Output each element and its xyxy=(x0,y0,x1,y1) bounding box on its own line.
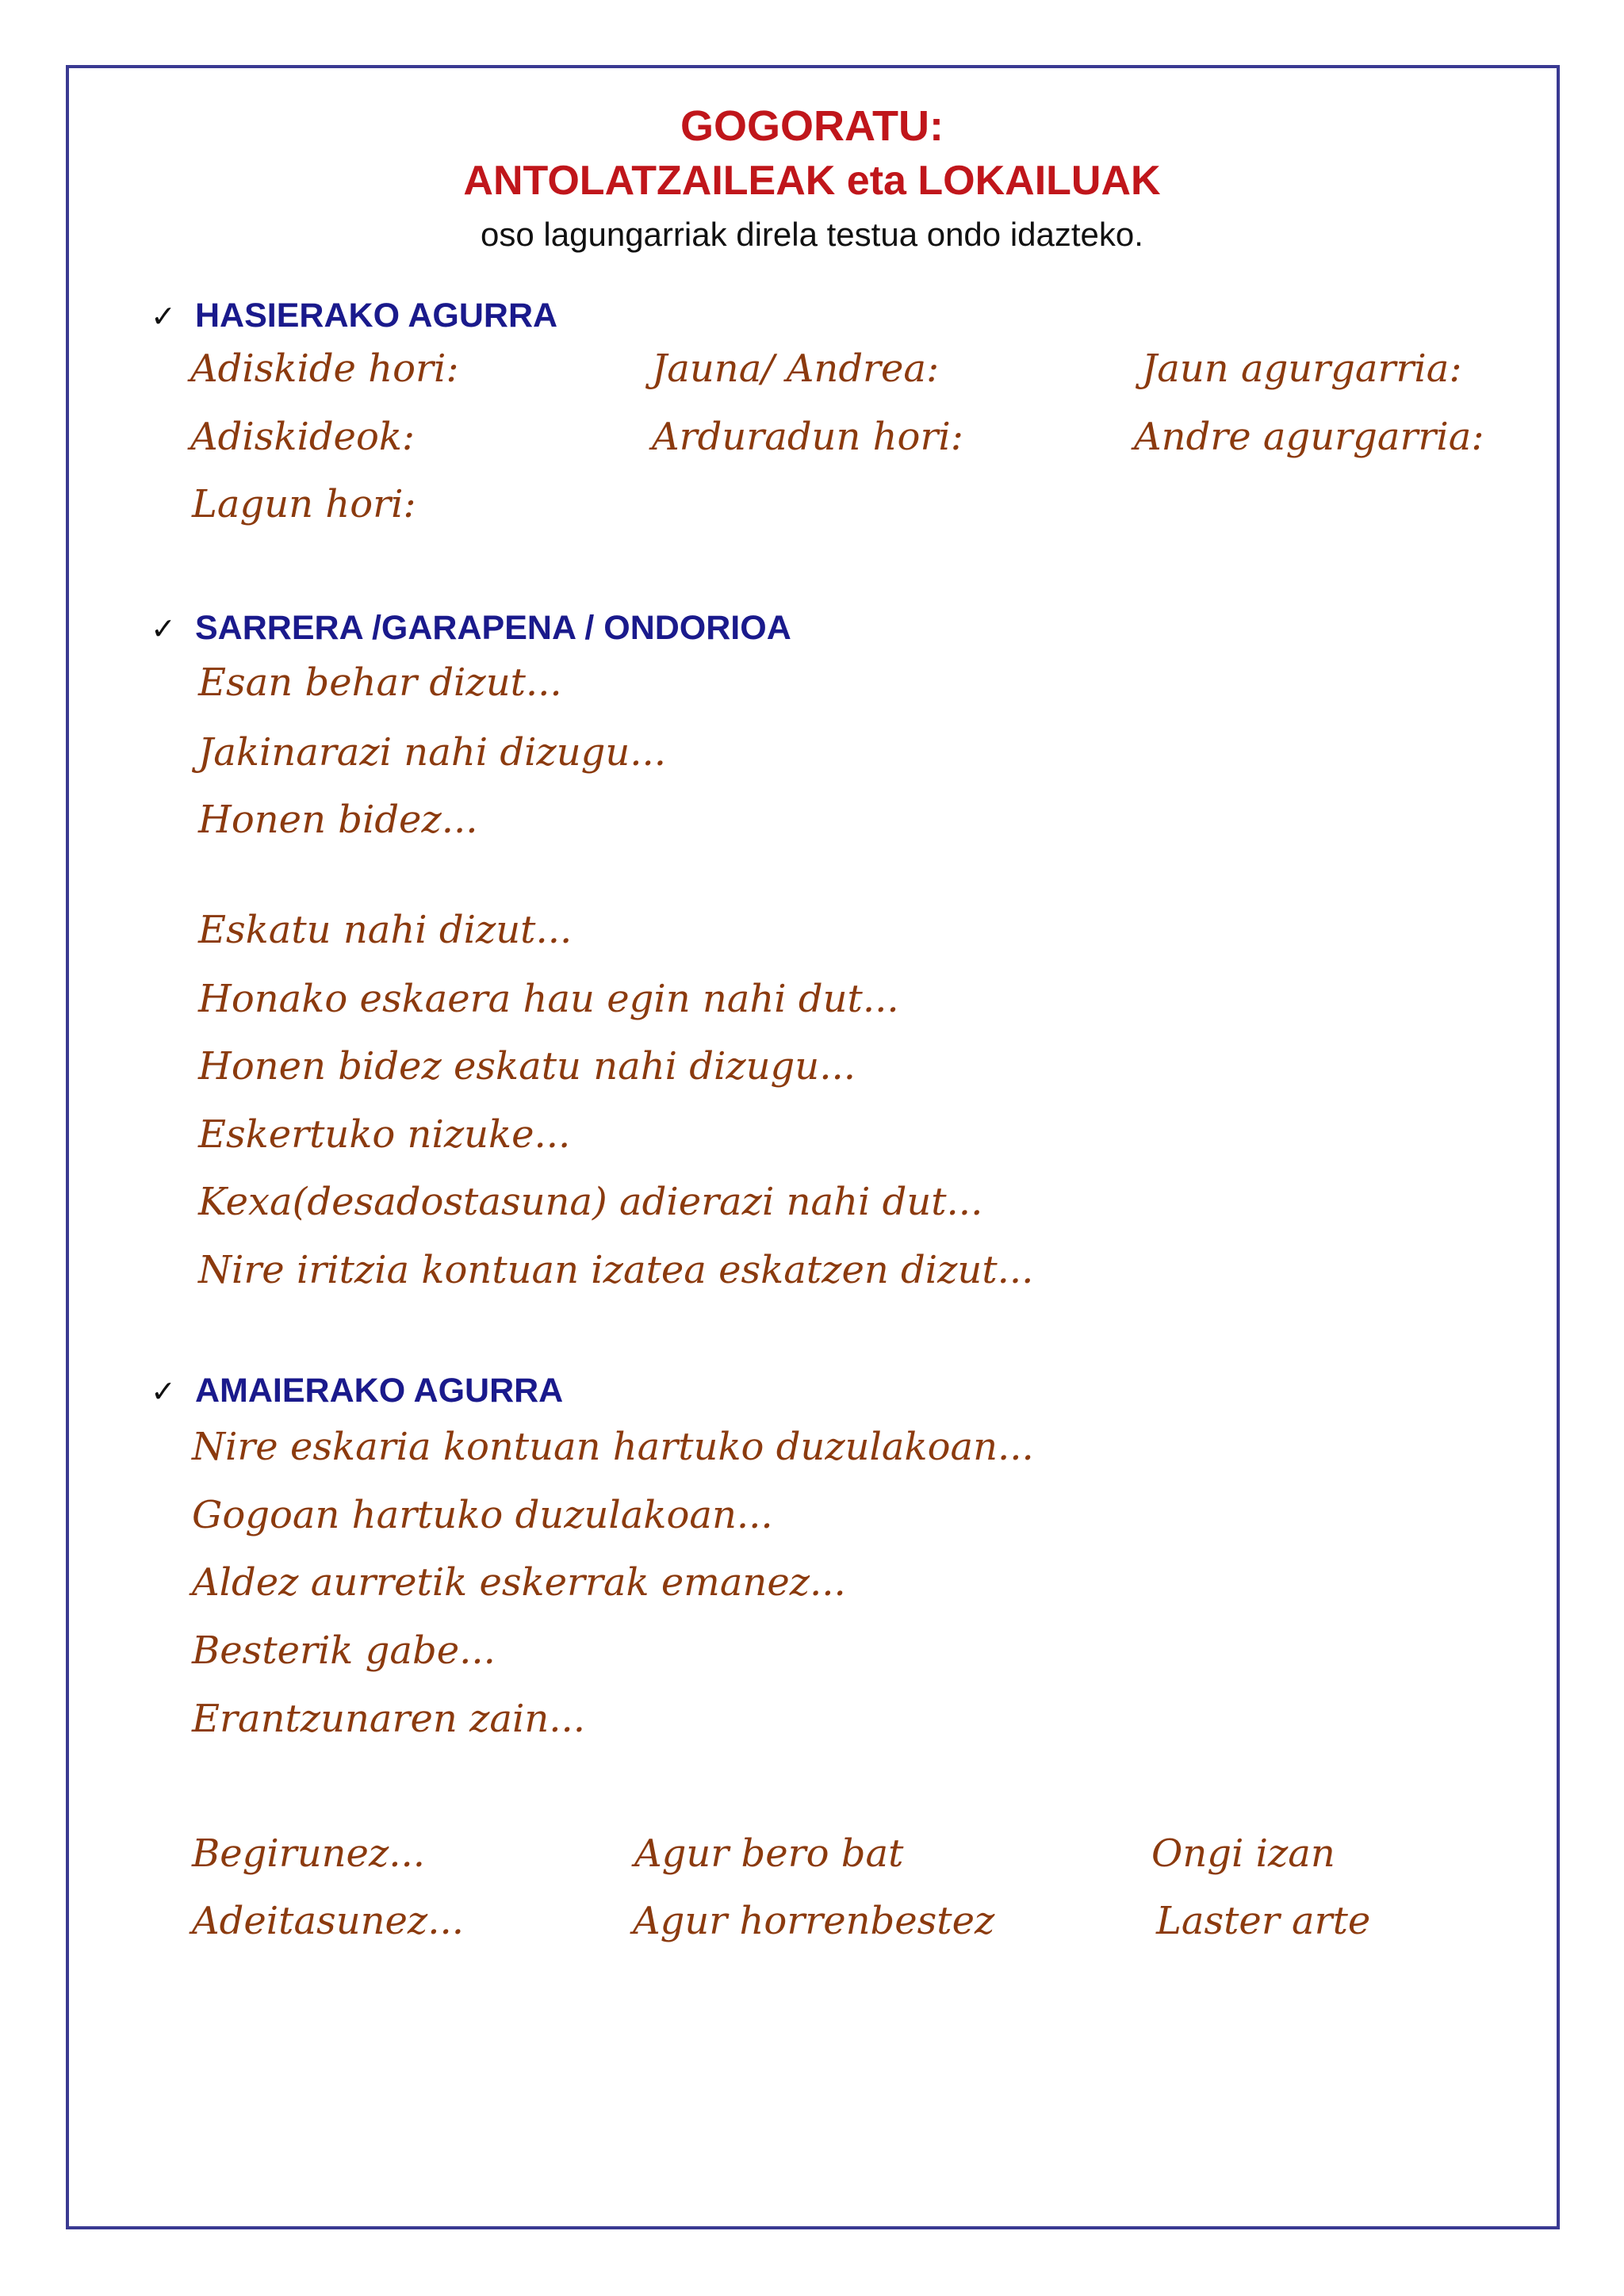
list-item: Lagun hori: xyxy=(192,482,416,526)
list-item: Eskertuko nizuke... xyxy=(198,1112,571,1157)
list-item: Honen bidez eskatu nahi dizugu... xyxy=(198,1044,856,1089)
list-item: Kexa(desadostasuna) adierazi nahi dut... xyxy=(198,1180,983,1224)
section-heading-label: HASIERAKO AGURRA xyxy=(195,297,558,335)
list-item: Adiskideok: xyxy=(190,415,416,459)
section-heading-sarrera xyxy=(151,609,791,648)
list-item: Adeitasunez... xyxy=(192,1899,464,1943)
list-item: Gogoan hartuko duzulakoan... xyxy=(192,1493,773,1537)
list-item: Besterik gabe... xyxy=(192,1628,496,1673)
list-item: Ongi izan xyxy=(1151,1831,1335,1876)
list-item: Laster arte xyxy=(1156,1899,1371,1943)
list-item: Erantzunaren zain... xyxy=(192,1697,586,1741)
page-subtitle: ANTOLATZAILEAK eta LOKAILUAK xyxy=(463,158,1161,204)
list-item: Jakinarazi nahi dizugu... xyxy=(198,730,667,775)
check-icon: ✓ xyxy=(151,300,176,334)
list-item: Jaun agurgarria: xyxy=(1142,346,1462,391)
list-item: Agur bero bat xyxy=(634,1831,904,1876)
section-heading-label: SARRERA /GARAPENA / ONDORIOA xyxy=(195,609,791,647)
list-item: Jauna/ Andrea: xyxy=(652,346,940,391)
section-heading-hasierako xyxy=(151,297,557,335)
list-item: Nire eskaria kontuan hartuko duzulakoan... xyxy=(192,1425,1034,1469)
list-item: Agur horrenbestez xyxy=(633,1899,995,1943)
list-item: Andre agurgarria: xyxy=(1134,415,1484,459)
section-heading-label: AMAIERAKO AGURRA xyxy=(195,1372,564,1410)
list-item: Honen bidez... xyxy=(198,798,478,842)
check-icon: ✓ xyxy=(151,613,176,646)
page-note: oso lagungarriak direla testua ondo idazteko. xyxy=(481,216,1143,253)
list-item: Adiskide hori: xyxy=(190,346,459,391)
list-item: Honako eskaera hau egin nahi dut... xyxy=(198,977,899,1021)
section-heading-amaierako xyxy=(151,1372,563,1410)
page-title: GOGORATU: xyxy=(680,102,944,150)
list-item: Aldez aurretik eskerrak emanez... xyxy=(192,1560,846,1605)
list-item: Arduradun hori: xyxy=(652,415,963,459)
list-item: Begirunez... xyxy=(192,1831,425,1876)
check-icon: ✓ xyxy=(151,1376,176,1409)
list-item: Eskatu nahi dizut... xyxy=(198,908,573,952)
list-item: Esan behar dizut... xyxy=(198,660,562,705)
list-item: Nire iritzia kontuan izatea eskatzen dizut... xyxy=(198,1248,1034,1292)
